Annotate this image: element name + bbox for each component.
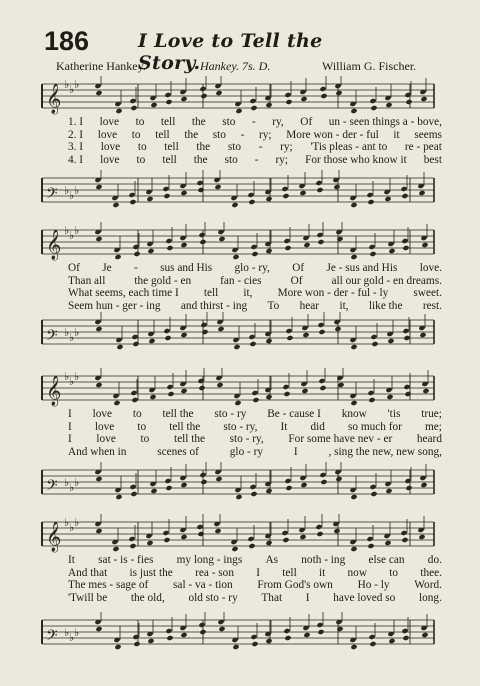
lyric-syllable: my long - ings [176,554,243,566]
flat-icon: ♭ [64,224,70,237]
lyrics-block-2 [68,262,442,312]
lyric-syllable: the gold - en [134,274,192,287]
flat-icon: ♭ [69,83,75,96]
lyric-syllable: love [94,420,115,433]
lyric-syllable: old sto - ry [188,591,238,604]
lyric-syllable: thee. [420,566,442,579]
lyric-syllable: I [293,445,298,458]
flat-icon: ♭ [64,516,70,529]
lyric-syllable: - [258,141,263,154]
lyric-syllable: For some have nev - er [288,433,393,446]
lyric-syllable: - [251,116,256,128]
lyric-syllable: sto [222,116,236,128]
lyric-syllable: - [240,128,245,141]
lyric-syllable: know [341,408,367,420]
lyric-syllable: ry; [275,153,289,166]
bass-clef-icon: 𝄢 [46,627,58,648]
hymn-title: I Love to Tell the Story. [138,30,323,74]
treble-clef-icon: 𝄞 [46,84,62,114]
treble-staff-1 [38,76,438,116]
lyric-syllable: Je - sus and His [326,262,398,274]
lyric-syllable: Je [102,262,112,274]
lyric-syllable: me; [425,420,442,433]
lyric-syllable: scenes of [157,445,199,458]
lyric-syllable: seems [414,128,442,141]
treble-staff-4 [38,514,438,554]
lyric-syllable: and thirst - ing [180,299,248,312]
lyric-line [68,300,442,313]
flat-icon: ♭ [74,224,80,237]
lyric-syllable: rest. [422,299,442,312]
lyric-syllable: More won - der - ful [286,128,379,141]
bass-staff-1 [38,170,438,210]
lyric-syllable: ry, [272,116,284,128]
lyric-syllable: ry; [259,128,272,141]
flat-icon: ♭ [69,331,75,344]
lyric-syllable: For those who know it [305,153,407,166]
flat-icon: ♭ [64,326,70,339]
lyric-syllable: It [280,420,288,433]
lyric-line [68,287,442,300]
lyric-syllable: - [254,153,259,166]
lyric-syllable: to [137,420,147,433]
flat-icon: ♭ [69,481,75,494]
lyric-syllable: tell [164,141,179,154]
lyric-syllable: sto [212,128,226,141]
lyric-line [68,154,442,167]
bass-staff-4 [38,612,438,652]
lyric-syllable: To [267,299,280,312]
treble-clef-icon: 𝄞 [46,522,62,552]
lyric-syllable: That [261,591,283,604]
lyric-syllable: it [393,128,400,141]
lyric-line [68,129,442,142]
lyric-syllable: best [423,153,442,166]
lyric-syllable: to [132,408,142,420]
flat-icon: ♭ [74,184,80,197]
hymn-number: 186 [44,26,90,56]
flat-icon: ♭ [64,626,70,639]
lyric-syllable: Ho - ly [357,579,390,592]
lyric-syllable: Be - cause I [267,408,321,420]
lyric-syllable: love [100,141,121,154]
lyric-syllable: the [193,153,208,166]
lyric-syllable: tell [162,153,177,166]
lyric-syllable: glo - ry, [234,262,270,274]
lyrics-block-4 [68,554,442,604]
bass-staff-2 [38,312,438,352]
flat-icon: ♭ [64,78,70,91]
lyric-line [68,446,442,459]
lyric-syllable: love [97,128,118,141]
lyric-syllable: do. [427,554,442,566]
lyric-syllable: love [92,408,113,420]
flat-icon: ♭ [74,326,80,339]
lyric-syllable: to [135,116,145,128]
flat-icon: ♭ [69,189,75,202]
bass-clef-icon: 𝄢 [46,477,58,498]
lyric-line [68,567,442,580]
lyric-syllable: is just the [129,566,173,579]
lyric-syllable: 2. I [68,128,84,141]
lyric-syllable: tell [203,287,219,300]
lyric-syllable: re - peat [404,141,442,154]
lyric-syllable: now [347,566,367,579]
lyric-syllable: the [191,116,206,128]
lyric-syllable: sal - va - tion [173,579,233,592]
lyric-syllable: 'tis [387,408,401,420]
lyric-syllable: long. [419,591,442,604]
flat-icon: ♭ [64,476,70,489]
lyric-syllable: 3. I [68,141,84,154]
treble-staff-2 [38,222,438,262]
flat-icon: ♭ [74,78,80,91]
lyric-syllable: to [140,433,150,446]
lyric-syllable: I [305,591,310,604]
lyric-syllable: the [196,141,211,154]
lyric-syllable: Seem hun - ger - ing [68,299,161,312]
lyric-syllable: rea - son [195,566,234,579]
lyric-syllable: I [68,420,72,433]
lyric-syllable: hear [299,299,320,312]
lyric-syllable: And when in [68,445,127,458]
lyric-syllable: tell the [173,433,205,446]
flat-icon: ♭ [69,375,75,388]
flat-icon: ♭ [69,521,75,534]
author-credit: Katherine Hankey. [56,59,146,73]
lyric-syllable: un - seen things a - bove, [328,116,442,128]
lyric-syllable: to [136,153,146,166]
flat-icon: ♭ [74,626,80,639]
lyric-line [68,592,442,605]
lyric-syllable: love [100,153,120,166]
lyric-syllable: 'Tis pleas - ant to [310,141,388,154]
lyric-syllable: sto - ry [214,408,247,420]
lyric-syllable: 'Twill be [68,591,108,604]
lyric-syllable: true; [421,408,442,420]
treble-clef-icon: 𝄞 [46,230,62,260]
lyric-syllable: heard [416,433,442,446]
lyric-syllable: And that [68,566,108,579]
lyric-syllable: What seems, each time I [68,287,179,300]
lyric-line [68,433,442,446]
lyric-syllable: so much for [347,420,402,433]
lyric-syllable: sweet. [413,287,442,300]
flat-icon: ♭ [64,184,70,197]
lyric-syllable: Of [68,262,80,274]
lyric-syllable: I [256,566,261,579]
lyrics-block-1 [68,116,442,166]
lyric-syllable: like the [368,299,403,312]
lyric-syllable: tell [155,128,170,141]
lyric-line [68,275,442,288]
lyric-syllable: Word. [414,579,442,592]
lyric-syllable: sto - ry, [223,420,258,433]
flat-icon: ♭ [64,370,70,383]
bass-clef-icon: 𝄢 [46,185,58,206]
lyric-syllable: it, [243,287,253,300]
lyric-line [68,408,442,421]
lyric-syllable: Than all [68,274,106,287]
flat-icon: ♭ [74,370,80,383]
lyric-syllable: sto [227,141,242,154]
lyric-syllable: , sing the new, new song, [328,445,442,458]
lyric-syllable: to [137,141,147,154]
lyric-syllable: ry; [280,141,293,154]
lyric-line [68,116,442,129]
bass-staff-3 [38,462,438,502]
lyric-line [68,554,442,567]
lyric-syllable: to [389,566,399,579]
lyric-syllable: noth - ing [301,554,346,566]
flat-icon: ♭ [69,631,75,644]
flat-icon: ♭ [69,229,75,242]
lyric-syllable: sus and His [160,262,213,274]
lyric-line [68,262,442,275]
lyric-syllable: The mes - sage of [68,579,149,592]
lyric-syllable: glo - ry [229,445,264,458]
flat-icon: ♭ [74,516,80,529]
lyric-syllable: 4. I [68,153,84,166]
lyric-syllable: - [134,262,138,274]
lyric-syllable: I [68,433,72,446]
lyric-syllable: the [184,128,199,141]
lyric-line [68,141,442,154]
lyric-syllable: fan - cies [220,274,262,287]
lyrics-block-3 [68,408,442,458]
treble-clef-icon: 𝄞 [46,376,62,406]
lyric-syllable: tell [282,566,297,579]
lyric-syllable: love [99,116,120,128]
lyric-syllable: Of [300,116,313,128]
lyric-syllable: have loved so [333,591,396,604]
lyric-syllable: it, [339,299,349,312]
lyric-syllable: to [131,128,141,141]
lyric-syllable: all our gold - en dreams. [331,274,442,287]
lyric-syllable: sto - ry, [229,433,264,446]
bass-clef-icon: 𝄢 [46,327,58,348]
lyric-line [68,579,442,592]
lyric-syllable: did [310,420,325,433]
composer-credit: William G. Fischer. [322,59,417,73]
lyric-syllable: the old, [130,591,165,604]
lyric-syllable: love [96,433,116,446]
lyric-line [68,421,442,434]
lyric-syllable: As [265,554,279,566]
lyric-syllable: 1. I [68,116,84,128]
lyric-syllable: It [68,554,75,566]
treble-staff-3 [38,368,438,408]
lyric-syllable: Of [290,274,303,287]
lyric-syllable: sat - is - fies [98,554,154,566]
tune-credit: Hankey. 7s. D. [200,59,271,73]
lyric-syllable: tell [160,116,176,128]
lyric-syllable: else can [368,554,405,566]
lyric-syllable: Of [292,262,305,274]
lyric-syllable: it [318,566,326,579]
lyric-syllable: tell the [162,408,194,420]
lyric-syllable: sto [224,153,238,166]
flat-icon: ♭ [74,476,80,489]
lyric-syllable: I [68,408,72,420]
lyric-syllable: From God's own [257,579,333,592]
lyric-syllable: tell the [169,420,201,433]
lyric-syllable: More won - der - ful - ly [277,287,389,300]
lyric-syllable: love. [419,262,442,274]
